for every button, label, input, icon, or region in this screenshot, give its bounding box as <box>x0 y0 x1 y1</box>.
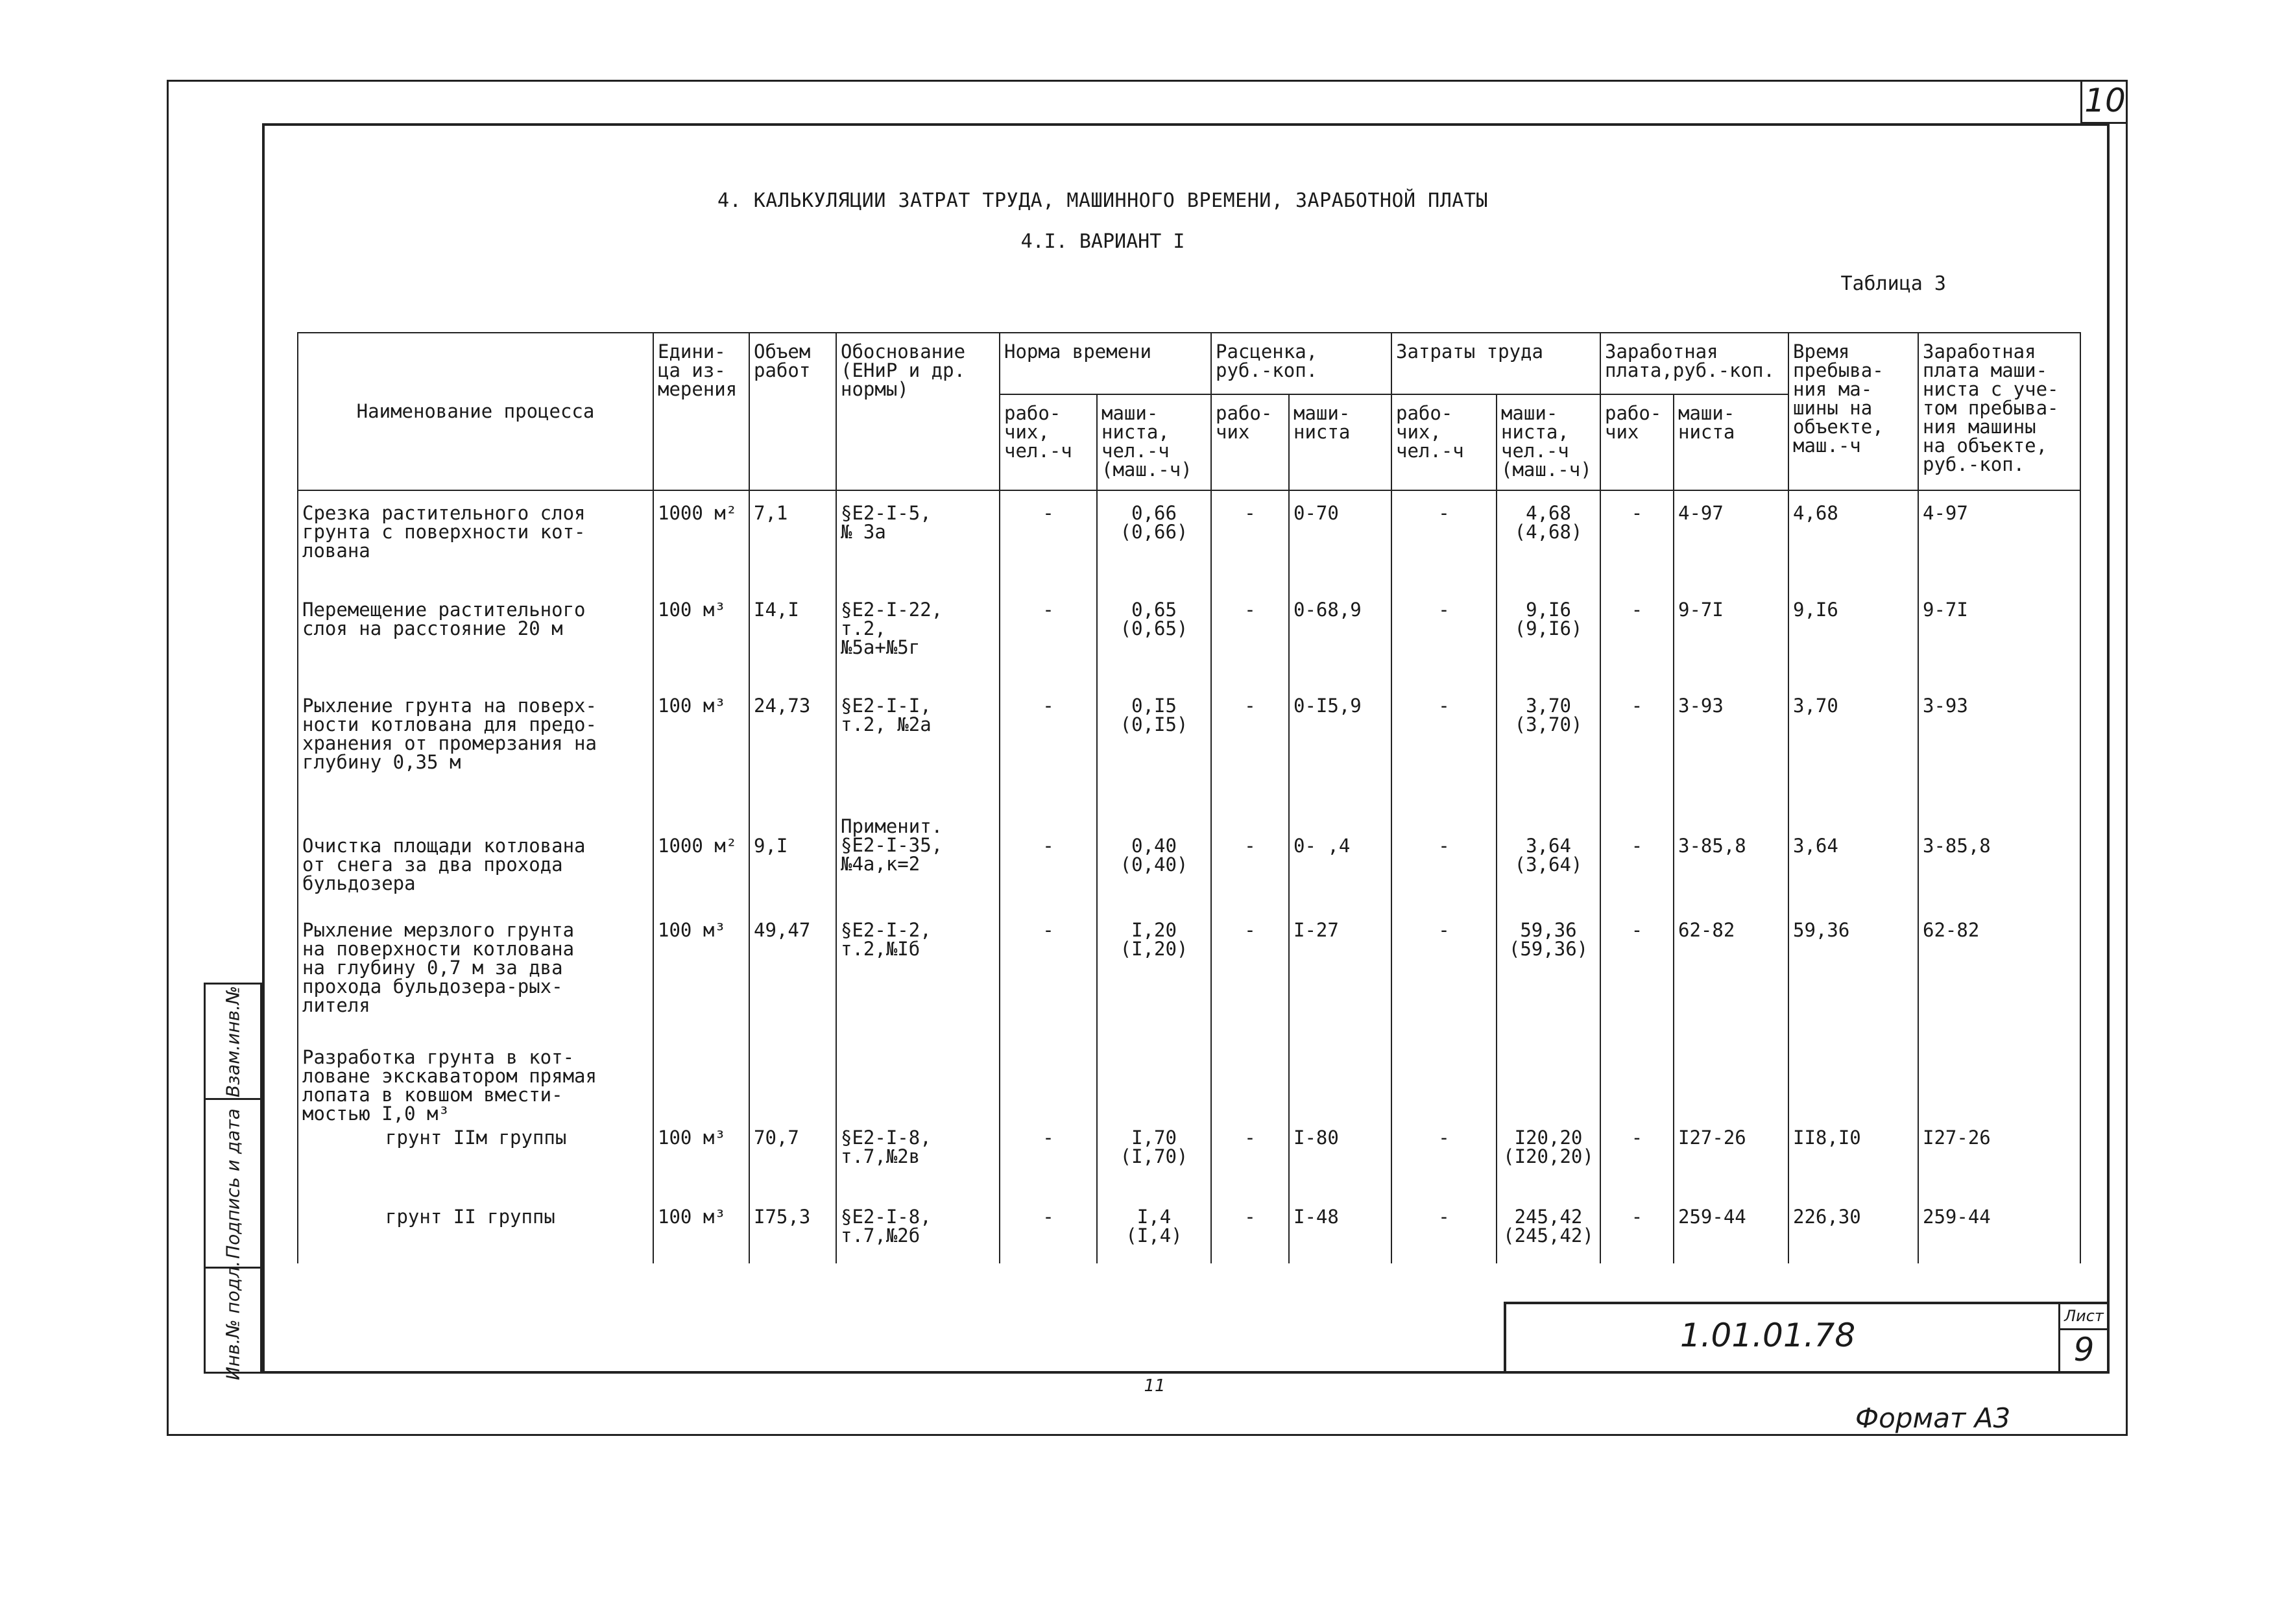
cell-wage-machinist: 4-97 <box>1674 490 1788 588</box>
cell-rate-workers: - <box>1211 811 1289 908</box>
cell-labor-workers: - <box>1391 908 1497 1042</box>
cell-wage-machinist: I27-26 <box>1674 1128 1788 1208</box>
table-row <box>298 1042 2080 1128</box>
cell-rate-machinist: 0- ,4 <box>1289 811 1391 908</box>
cell-machinist-wage: 4-97 <box>1918 490 2080 588</box>
cell-labor-machinist: 4,68 (4,68) <box>1497 490 1600 588</box>
cell-wage-machinist: 3-85,8 <box>1674 811 1788 908</box>
cell-machinist-wage: 62-82 <box>1918 908 2080 1042</box>
header-norm-machinist: маши- ниста, чел.-ч (маш.-ч) <box>1097 394 1211 490</box>
header-volume: Объем работ <box>749 333 836 490</box>
cell-norm-machinist: 0,65 (0,65) <box>1097 588 1211 684</box>
cell-norm-workers: - <box>1000 908 1097 1042</box>
cell-rate-machinist <box>1289 1042 1391 1128</box>
header-rate-machinist: маши- ниста <box>1289 394 1391 490</box>
cell-basis: §Е2-I-8, т.7,№2в <box>836 1128 1000 1208</box>
cell-machinist-wage <box>1918 1042 2080 1128</box>
cell-rate-machinist: I-48 <box>1289 1208 1391 1263</box>
cell-basis: §Е2-I-2, т.2,№Iб <box>836 908 1000 1042</box>
cell-labor-workers: - <box>1391 1128 1497 1208</box>
header-labor: Затраты труда <box>1391 333 1600 394</box>
cell-process: Срезка растительного слоя грунта с поверхности кот- лована <box>298 490 653 588</box>
cell-basis: Применит. §Е2-I-35, №4а,к=2 <box>836 811 1000 908</box>
cell-labor-machinist: 3,70 (3,70) <box>1497 684 1600 811</box>
cell-wage-machinist: 9-7I <box>1674 588 1788 684</box>
cell-wage-machinist <box>1674 1042 1788 1128</box>
cell-volume: 24,73 <box>749 684 836 811</box>
cell-process: Рыхление грунта на поверх- ности котлована для предо- хранения от промерзания на глубину 0,35 м <box>298 684 653 811</box>
cell-rate-workers: - <box>1211 684 1289 811</box>
cell-machine-time: 59,36 <box>1788 908 1918 1042</box>
cell-volume <box>749 1042 836 1128</box>
header-norm-workers: рабо- чих, чел.-ч <box>1000 394 1097 490</box>
cell-wage-workers: - <box>1600 1208 1674 1263</box>
cell-labor-machinist: 3,64 (3,64) <box>1497 811 1600 908</box>
cell-process: грунт II группы <box>298 1208 653 1263</box>
cell-process: Очистка площади котлована от снега за два прохода бульдозера <box>298 811 653 908</box>
cell-rate-workers: - <box>1211 588 1289 684</box>
header-rate: Расценка, руб.-коп. <box>1211 333 1391 394</box>
header-machinist-wage: Заработная плата маши- ниста с уче- том пребыва- ния машины на объекте, руб.-коп. <box>1918 333 2080 490</box>
stamp-label-replacement: Взам.инв.№ <box>222 985 244 1097</box>
cell-norm-machinist: I,70 (I,70) <box>1097 1128 1211 1208</box>
cell-rate-workers <box>1211 1042 1289 1128</box>
stamp-replacement-inventory <box>206 985 260 1100</box>
header-process: Наименование процесса <box>298 333 653 490</box>
cell-norm-workers: - <box>1000 811 1097 908</box>
header-machine-time: Время пребыва- ния ма- шины на объекте, маш.-ч <box>1788 333 1918 490</box>
header-rate-workers: рабо- чих <box>1211 394 1289 490</box>
cell-rate-workers: - <box>1211 1128 1289 1208</box>
cell-machine-time: 4,68 <box>1788 490 1918 588</box>
cell-wage-workers <box>1600 1042 1674 1128</box>
cell-norm-workers: - <box>1000 684 1097 811</box>
cell-norm-workers <box>1000 1042 1097 1128</box>
cell-wage-workers: - <box>1600 684 1674 811</box>
cell-labor-machinist: 245,42 (245,42) <box>1497 1208 1600 1263</box>
cell-norm-workers: - <box>1000 588 1097 684</box>
cell-wage-workers: - <box>1600 588 1674 684</box>
sheet-number: 9 <box>2073 1331 2095 1368</box>
cell-unit: 100 м³ <box>653 588 749 684</box>
stamp-strip <box>204 983 262 1380</box>
cell-wage-workers: - <box>1600 1128 1674 1208</box>
stamp-label-signature: Подпись и дата <box>222 1108 244 1259</box>
table-row <box>298 490 2080 588</box>
cell-wage-workers: - <box>1600 908 1674 1042</box>
cell-wage-workers: - <box>1600 811 1674 908</box>
stamp-original-inventory <box>206 1260 260 1380</box>
cell-machine-time: II8,I0 <box>1788 1128 1918 1208</box>
cell-unit: 100 м³ <box>653 908 749 1042</box>
cell-rate-machinist: I-80 <box>1289 1128 1391 1208</box>
corner-page-number: 10 <box>2080 80 2128 124</box>
header-unit: Едини- ца из- мерения <box>653 333 749 490</box>
table-row <box>298 811 2080 908</box>
cell-norm-machinist: 0,40 (0,40) <box>1097 811 1211 908</box>
cell-norm-workers: - <box>1000 1128 1097 1208</box>
cell-unit: 100 м³ <box>653 1208 749 1263</box>
header-norm: Норма времени <box>1000 333 1211 394</box>
table-label: Таблица 3 <box>1840 272 1946 295</box>
cell-labor-workers: - <box>1391 1208 1497 1263</box>
cell-volume: I75,3 <box>749 1208 836 1263</box>
header-wage-workers: рабо- чих <box>1600 394 1674 490</box>
cell-basis <box>836 1042 1000 1128</box>
cell-labor-machinist: I20,20 (I20,20) <box>1497 1128 1600 1208</box>
stamp-label-original: Инв.№ подл. <box>222 1260 244 1380</box>
cell-labor-workers: - <box>1391 588 1497 684</box>
cell-rate-workers: - <box>1211 908 1289 1042</box>
cell-labor-machinist: 59,36 (59,36) <box>1497 908 1600 1042</box>
table-row <box>298 1128 2080 1208</box>
cell-labor-workers: - <box>1391 684 1497 811</box>
header-labor-workers: рабо- чих, чел.-ч <box>1391 394 1497 490</box>
cell-unit: 100 м³ <box>653 684 749 811</box>
cell-rate-machinist: 0-68,9 <box>1289 588 1391 684</box>
header-wage: Заработная плата,руб.-коп. <box>1600 333 1788 394</box>
cell-labor-machinist: 9,I6 (9,I6) <box>1497 588 1600 684</box>
cell-labor-workers: - <box>1391 490 1497 588</box>
cell-norm-machinist: I,4 (I,4) <box>1097 1208 1211 1263</box>
cell-wage-machinist: 3-93 <box>1674 684 1788 811</box>
cell-basis: §Е2-I-I, т.2, №2а <box>836 684 1000 811</box>
cell-norm-machinist: I,20 (I,20) <box>1097 908 1211 1042</box>
cell-machinist-wage: 3-93 <box>1918 684 2080 811</box>
bottom-page-number: 11 <box>1144 1376 1166 1396</box>
sheet-label: Лист <box>2060 1304 2108 1330</box>
cell-basis: §Е2-I-8, т.7,№2б <box>836 1208 1000 1263</box>
cell-labor-workers <box>1391 1042 1497 1128</box>
cell-rate-machinist: 0-I5,9 <box>1289 684 1391 811</box>
table-row <box>298 1208 2080 1263</box>
cell-machine-time: 226,30 <box>1788 1208 1918 1263</box>
cell-volume: 7,1 <box>749 490 836 588</box>
cell-rate-workers: - <box>1211 1208 1289 1263</box>
cell-volume: 9,I <box>749 811 836 908</box>
cell-wage-machinist: 259-44 <box>1674 1208 1788 1263</box>
cell-process: Рыхление мерзлого грунта на поверхности котлована на глубину 0,7 м за два прохода бульдозера-рых- лителя <box>298 908 653 1042</box>
header-basis: Обоснование (ЕНиР и др. нормы) <box>836 333 1000 490</box>
cell-rate-machinist: I-27 <box>1289 908 1391 1042</box>
document-title: 4. КАЛЬКУЛЯЦИИ ЗАТРАТ ТРУДА, МАШИННОГО ВРЕМЕНИ, ЗАРАБОТНОЙ ПЛАТЫ <box>717 189 1488 212</box>
cell-wage-machinist: 62-82 <box>1674 908 1788 1042</box>
cell-machine-time: 9,I6 <box>1788 588 1918 684</box>
cell-basis: §Е2-I-22, т.2, №5а+№5г <box>836 588 1000 684</box>
cell-volume: I4,I <box>749 588 836 684</box>
cell-machine-time: 3,64 <box>1788 811 1918 908</box>
cell-norm-workers: - <box>1000 1208 1097 1263</box>
cell-unit <box>653 1042 749 1128</box>
cell-process: Разработка грунта в кот- ловане экскаватором прямая лопата в ковшом вмести- мостью I,0 м³ <box>298 1042 653 1128</box>
stamp-signature-date <box>206 1100 260 1269</box>
cell-rate-workers: - <box>1211 490 1289 588</box>
header-labor-machinist: маши- ниста, чел.-ч (маш.-ч) <box>1497 394 1600 490</box>
cell-machinist-wage: I27-26 <box>1918 1128 2080 1208</box>
format-label: Формат А3 <box>1855 1402 2011 1434</box>
cell-norm-machinist: 0,I5 (0,I5) <box>1097 684 1211 811</box>
cell-norm-machinist: 0,66 (0,66) <box>1097 490 1211 588</box>
cell-labor-machinist <box>1497 1042 1600 1128</box>
header-wage-machinist: маши- ниста <box>1674 394 1788 490</box>
cell-unit: 100 м³ <box>653 1128 749 1208</box>
cell-machine-time: 3,70 <box>1788 684 1918 811</box>
document-code: 1.01.01.78 <box>1679 1317 1856 1354</box>
cell-machinist-wage: 3-85,8 <box>1918 811 2080 908</box>
cell-rate-machinist: 0-70 <box>1289 490 1391 588</box>
cell-labor-workers: - <box>1391 811 1497 908</box>
cell-wage-workers: - <box>1600 490 1674 588</box>
table-row <box>298 588 2080 684</box>
cell-volume: 70,7 <box>749 1128 836 1208</box>
table-row <box>298 684 2080 811</box>
cell-unit: 1000 м² <box>653 811 749 908</box>
cell-norm-workers: - <box>1000 490 1097 588</box>
cell-norm-machinist <box>1097 1042 1211 1128</box>
cell-process: Перемещение растительного слоя на расстояние 20 м <box>298 588 653 684</box>
table-row <box>298 908 2080 1042</box>
cell-process: грунт IIм группы <box>298 1128 653 1208</box>
calculation-table <box>297 332 2081 1263</box>
cell-volume: 49,47 <box>749 908 836 1042</box>
cell-unit: 1000 м² <box>653 490 749 588</box>
document-subtitle: 4.I. ВАРИАНТ I <box>1020 230 1185 253</box>
cell-machinist-wage: 259-44 <box>1918 1208 2080 1263</box>
cell-machine-time <box>1788 1042 1918 1128</box>
cell-basis: §Е2-I-5, № 3а <box>836 490 1000 588</box>
cell-machinist-wage: 9-7I <box>1918 588 2080 684</box>
